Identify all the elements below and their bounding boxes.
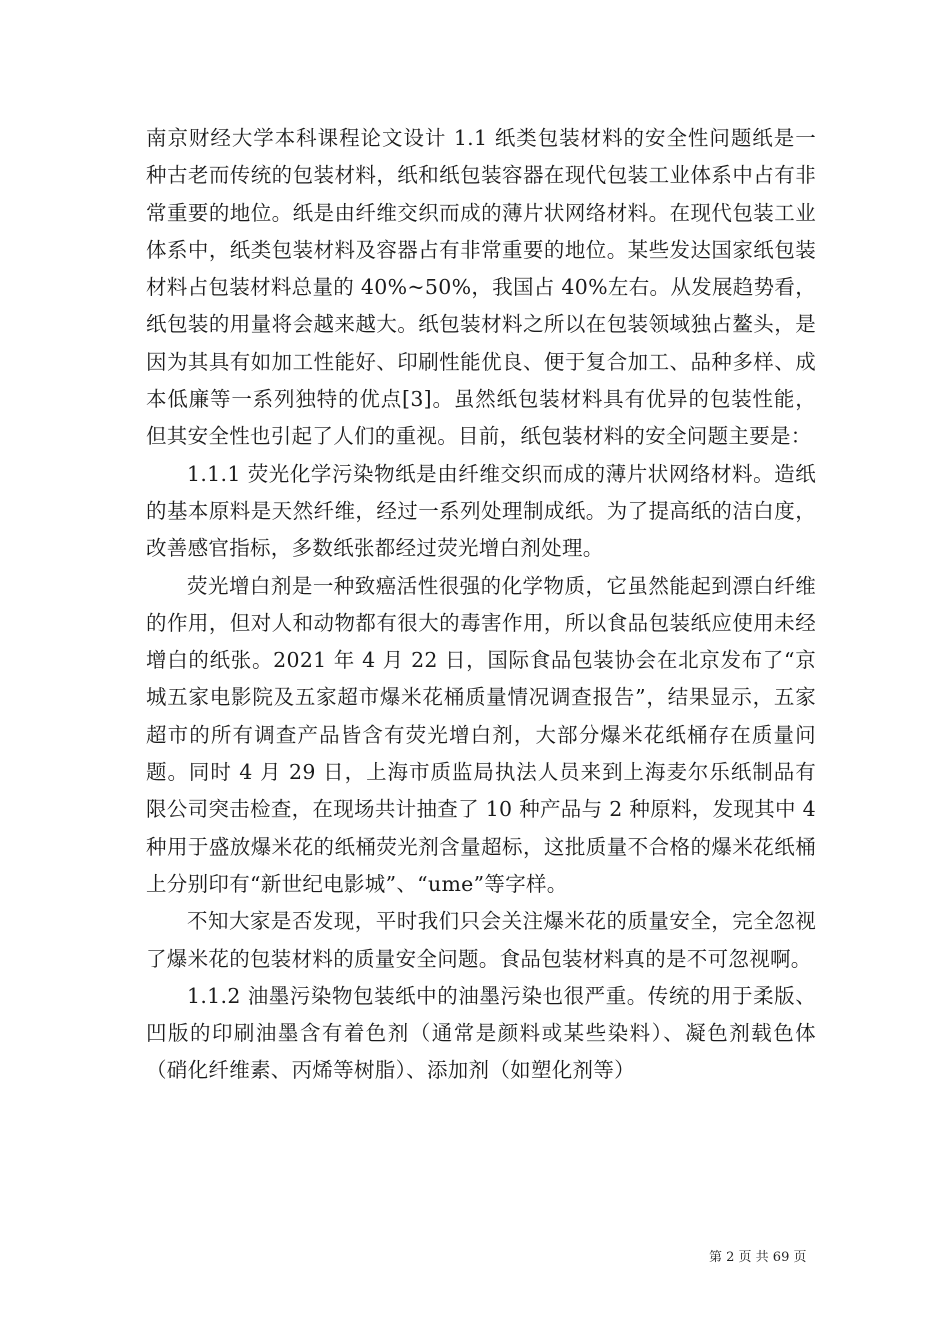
body-text: [146, 120, 816, 1090]
paragraph-section-1-1-1: 1.1.1 荧光化学污染物纸是由纤维交织而成的薄片状网络材料。造纸的基本原料是天然纤维，经过一系列处理制成纸。为了提高纸的洁白度，改善感官指标，多数纸张都经过荧光增白剂处理。: [146, 461, 816, 561]
paragraph-popcorn-note: 不知大家是否发现，平时我们只会关注爆米花的质量安全，完全忽视了爆米花的包装材料的质量安全问题。食品包装材料真的是不可忽视啊。: [146, 909, 816, 971]
paragraph-fluorescent-brightener: 荧光增白剂是一种致癌活性很强的化学物质，它虽然能起到漂白纤维的作用，但对人和动物都有很大的毒害作用，所以食品包装纸应使用未经增白的纸张。2021 年 4 月 22 日，国际食品包装协会在北京发布了“京城五家电影院及五家超市爆米花桶质量情况调查报告”，结果显示，五家超市的所有调查产品皆含有荧光增白剂，大部分爆米花纸桶存在质量问题。同时 4 月 29 日，上海市质监局执法人员来到上海麦尔乐纸制品有限公司突击检查，在现场共计抽查了 10 种产品与 2 种原料，发现其中 4 种用于盛放爆米花的纸桶荧光剂含量超标，这批质量不合格的爆米花纸桶上分别印有“新世纪电影城”、“ume”等字样。: [146, 573, 816, 896]
paragraph-section-1-1-2: 1.1.2 油墨污染物包装纸中的油墨污染也很严重。传统的用于柔版、凹版的印刷油墨含有着色剂（通常是颜料或某些染料）、凝色剂载色体（硝化纤维素、丙烯等树脂）、添加剂（如塑化剂等）: [146, 983, 816, 1083]
page-number: 第 2 页 共 69 页: [709, 1250, 807, 1265]
paragraph-intro: 南京财经大学本科课程论文设计 1.1 纸类包装材料的安全性问题纸是一种古老而传统的包装材料，纸和纸包装容器在现代包装工业体系中占有非常重要的地位。纸是由纤维交织而成的薄片状网络材料。在现代包装工业体系中，纸类包装材料及容器占有非常重要的地位。某些发达国家纸包装材料占包装材料总量的 40%~50%，我国占 40%左右。从发展趋势看，纸包装的用量将会越来越大。纸包装材料之所以在包装领域独占鳌头，是因为其具有如加工性能好、印刷性能优良、便于复合加工、品种多样、成本低廉等一系列独特的优点[3]。虽然纸包装材料具有优异的包装性能，但其安全性也引起了人们的重视。目前，纸包装材料的安全问题主要是：: [146, 126, 816, 449]
